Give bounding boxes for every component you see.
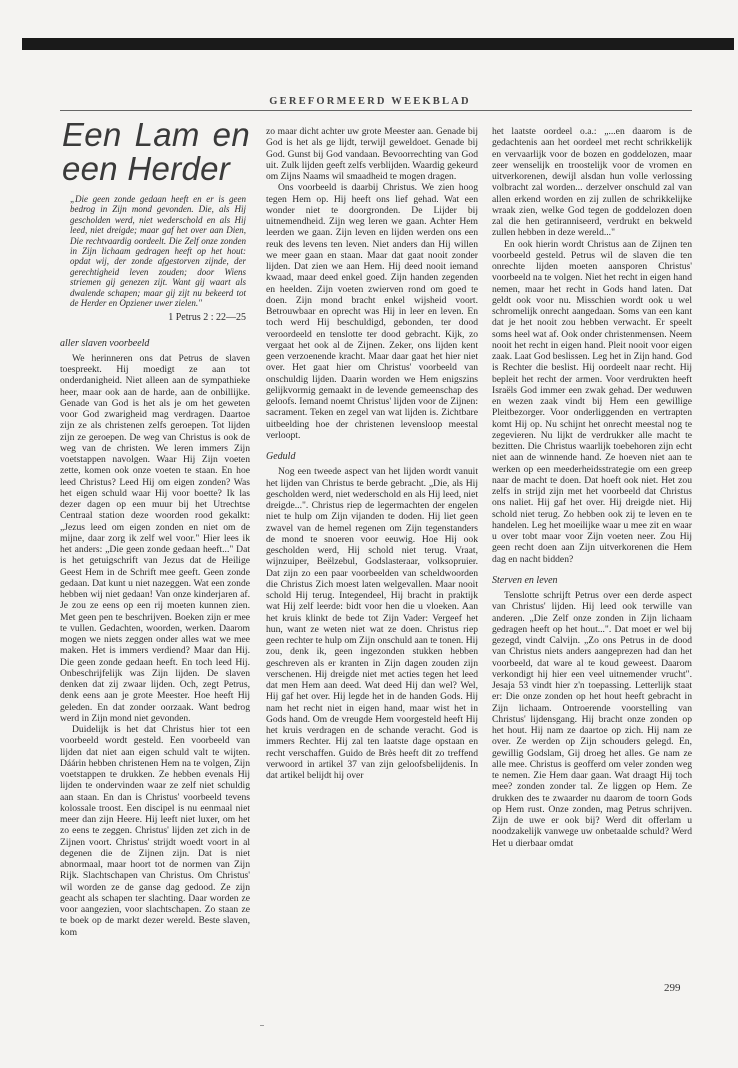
section-heading: aller slaven voorbeeld [60,337,150,349]
magazine-name: GEREFORMEERD WEEKBLAD [269,96,471,107]
section-heading: Geduld [266,451,296,462]
paragraph: We herinneren ons dat Petrus de slaven toespreekt. Hij moedigt ze aan tot onderdanigheid. Niet alleen aan de sympathieke heer, maar ook aan de harde, aan de onbillijke. Genade van God is het als je om het geweten voor God zwarigheid mag verdragen. Daartoe zijn ze als christenen zelfs geroepen. Tot lijden zijn ze geroepen. De weg van Christus is ook de weg van de christen. We leren immers Zijn voetstappen navolgen. Waar Hij Zijn voeten zette, komen ook onze voeten te staan. En hoe leed Christus? Leed Hij om eigen zonden? Was het eigen schuld waar Hij voor boette? Ik las dezer dagen op een muur bij het Utrechtse Centraal station deze woorden rood gekalkt: „Jezus leed om eigen zonden en niet om de mijne, daar zorg ik zelf wel voor." Hier lees ik het anders: „Die geen zonde gedaan heeft..." Dat is het getuigschrift van Jezus dat de Heilige Geest Hem in de Schrift mee geeft. Geen zonde gedaan. Dat kunt u niet nazeggen. Wat een zonde hebben wij niet gedaan! Van onze kinderjaren af. Je zou ze eens op een rij moeten kunnen zien. Met geen pen te beschrijven. Boeken zijn er mee te vullen. Gedachten, woorden, werken. Daarom mogen we niets zeggen onder alles wat we mee maken. Het is immers verdiend? Maar dan Hij. Die geen zonde gedaan heeft. En toch leed Hij. Onbeschrijfelijk was Zijn lijden. De slaven denken dat zij zwaar lijden. Och, zegt Petrus, denk eens aan je grote Meester. Hoe heeft Hij geleden. En dat zonder oorzaak. Want bedrog werd in Zijn mond niet gevonden. [60,352,250,724]
section-heading: Sterven en leven [492,574,558,586]
epigraph: „Die geen zonde gedaan heeft en er is geen bedrog in Zijn mond gevonden. Die, als Hij gescholden werd, niet wederschold en als Hij leed, niet dreigde; maar gaf het over aan Dien, Die rechtvaardig oordeelt. Die Zelf onze zonden in Zijn lichaam gedragen heeft op het hout: opdat wij, der zonde afgestorven zijnde, der gerechtigheid leven zouden; door Wiens striemen gij genezen zijt. Want gij waart als dwalende schapen; maar gij zijt nu bekeerd tot de Herder en Opziener uwer zielen." [70,194,246,309]
paragraph: En ook hierin wordt Christus aan de Zijnen ten voorbeeld gesteld. Petrus wil de slaven die ten onrechte lijden moeten aansporen Christus' voorbeeld na te volgen. Niet het recht in eigen hand nemen, maar het recht in Gods hand laten. Dat geldt ook voor nu. Misschien wordt ook u wel schromelijk onrecht aangedaan. Soms van een kant dat je het nooit zou hebben verwacht. Er speelt soms heel wat af. Ook onder christenmensen. Neem nooit het recht in eigen hand. Pleit nooit voor eigen zaak. Laat God beslissen. Leg het in Zijn hand. God is Rechter die beslist. Hij oordeelt naar recht. Hij bepleit het recht der armen. Voor verdrukten heeft Israëls God immer een zwak gehad. Der weduwen en wezen zaak vindt bij Hem een gewillige Pleitbezorger. Voor onderliggenden en vertrapten komt Hij op. Nu schijnt het onrecht meestal nog te zegevieren. Nu lijkt de verdrukker alle macht te bezitten. Die Christus waarlijk toebehoren zijn echt niet aan de winnende hand. Ze hoeven niet aan te werken op een meederheidsstrategie om een greep naar de macht te doen. Dat hoeft ook niet. Het zou zelfs in strijd zijn met het voorbeeld dat Christus ons naliet. Hij gaf het over. Hij dreigde niet. Hij schold niet terug. Zo hebben ook zij te leven en te handelen. Leg het moeilijke waar u mee zit en waar u over tobt maar voor Zijn voeten neer. Zou Hij geen recht doen aan Zijn uitverkorenen die Hem dag en nacht bidden? [492,238,692,565]
top-border-mark [690,40,730,48]
paragraph: Duidelijk is het dat Christus hier tot een voorbeeld wordt gesteld. Een voorbeeld van lijden dat niet aan eigen schuld valt te wijten. Dáárin hebben christenen Hem na te volgen, Zijn voetstappen te drukken. Ze hebben evenals Hij lijden te ondervinden waar ze zelf niet schuldig aan staan. En dan is Christus' voorbeeld tevens kolossale troost. Een discipel is nu eenmaal niet meer dan zijn Heere. Hij leeft niet luxer, om het zo eens te zeggen. Christus' lijden zet zich in de Zijnen voort. Christus' strijdt woedt voort in al degenen die de Zijnen zijn. Dat is niet abnormaal, maar hoort tot de normen van Zijn Rijk. Slachtschapen van Christus. Om Christus' wil worden ze de ganse dag gedood. Ze zijn geacht als schapen ter slachting. Daar worden ze voor aangezien, voor slachtschapen. Zo staan ze te boek op de markt dezer wereld. Beste slaven, kom [60,724,250,938]
paragraph: het laatste oordeel o.a.: „...en daarom is de gedachtenis aan het oordeel met recht schrikkelijk en vervaarlijk voor de bozen en goddelozen, maar zeer wenselijk en troostelijk voor de vromen en uitverkorenen, dewijl alsdan hun volle verlossing volbracht zal worden... derzelver onschuld zal van allen erkend worden en zij zullen de schrikkelijke wraak zien, welke God tegen de goddelozen doen zal die hen getiranniseerd, verdrukt en bekweld zullen hebben in deze wereld..." [492,126,692,239]
article-column-2 [266,126,478,1026]
article-title: Een Lam en een Herder [62,118,250,187]
header-rule [60,110,692,111]
paragraph: Tenslotte schrijft Petrus over een derde aspect van Christus' lijden. Hij leed ook terwille van anderen. „Die Zelf onze zonden in Zijn lichaam gedragen heeft op het hout...". Dat moet er wel bij gezegd, vindt Calvijn. „Zo ons Petrus in de dood van Christus niets anders aangeprezen had dan het voorbeeld, dat ware al te koud geweest. Daarom verkondigt hij hier een veel uitnemender vrucht". Jesaja 53 vindt hier z'n toepassing. Letterlijk staat er: Die onze zonden op het hout heeft gebracht in Zijn lichaam. Ontroerende voorstelling van Christus' lijdensgang. Hij bracht onze zonden op het hout. Hij nam ze daartoe op zich. Hij nam ze over. Ze werden op Zijn schouders gelegd. En, gewillig Godslam, Gij droeg het alles. Ge nam ze alle mee. Christus is geofferd om veler zonden weg te nemen. Zie Hem daar gaan. Wat draagt Hij toch mee? zonden zonder tal. Ze liggen op Hem. Ze drukken des te zwaarder nu daarom de toorn Gods op Hem rust. Onze zonden, mag Petrus schrijven. Zijn de uwe er ook bij? Werd dit offerlam u noodzakelijk vanwege uw onbetaalde schuld? Werd Het u dierbaar omdat [492,590,692,849]
paragraph: Ons voorbeeld is daarbij Christus. We zien hoog tegen Hem op. Hij heeft ons lief gehad. Wat een wonder niet te doorgronden. De Lijder bij uitnemendheid. Zijn weg leren we gaan. Achter Hem leerden we gaan. Zijn leven en lijden werden ons een reuk des levens ten leven. Niet anders dan Hij willen we meer gaan en staan. Maar dat gaat nooit zonder lijden. Dat zien we aan Hem. Hij deed nooit iemand kwaad, maar deed enkel goed. Zijn handen zegenden en heelden. Zijn voeten zwierven rond om goed te doen. Zijn mond bracht enkel wijsheid voort. Betrouwbaar en oprecht was Hij in leer en leven. En toch werd Hij beschuldigd, gebonden, ter dood veroordeeld en tenslotte ter dood gebracht. Kijk, zo vergaat het ook al de Zijnen. Zeker, ons lijden kent geen verzoenende kracht. Maar daar gaat het hier niet over. Het gaat hier om Christus' voorbeeld van onschuldig lijden. Daarin worden we Hem enigszins gelijkvormig gemaakt in de levende gemeenschap des geloofs. Iemand noemt Christus' lijden voor de Zijnen: sacrament. Teken en zegel van wat lijden is. Zichtbare uitbeelding hoe der christenen levensloop meestal verloopt. [266,182,478,441]
paragraph: Nog een tweede aspect van het lijden wordt vanuit het lijden van Christus te berde gebracht. „Die, als Hij gescholden werd, niet wederschold en als Hij leed, niet dreigde...". Christus riep de legermachten der engelen niet te hulp om Zijn vijanden te doden. Hij liet geen zwavel van de hemel regenen om Zijn tegenstanders de mond te snoeren voor eeuwig. Hoe Hij ook gescholden werd, Hij schold niet terug. Vraat, wijnzuiper, Beëlzebul, Godslasteraar, volksopruier. Dat zijn zo een paar voorbeelden van scheldwoorden die Christus Zich moest laten welgevallen. Maar nooit schold Hij terug. Integendeel, Hij bracht in praktijk wat Hij zelf leerde: bidt voor hen die u vloeken. Aan het kruis klinkt de bede tot Zijn Vader: Vergeef het hun, want ze weten niet wat ze doen. Christus riep geen rechter te hulp om Zijn onschuld aan te tonen. Hij zou, denk ik, geen ingezonden stukken hebben geschreven als er kranten in Zijn dagen zouden zijn verschenen. Hij dreigde niet met acties tegen het leed dat men Hem aan deed. Wat deed Hij dan wel? Wel, Hij gaf het over. Hij legde het in de handen Gods. Hij nam het recht niet in eigen hand, maar wist het in Gods hand. Om de vreugde Hem voorgesteld heeft Hij het kruis verdragen en de schande veracht. God is immers Rechter. Hij zal ten laatste dage opstaan en recht verschaffen. Guido de Brès heeft dit zo treffend verwoord in artikel 37 van zijn geloofsbelijdenis. In dat artikel belijdt hij over [266,466,478,781]
page-number: 299 [664,982,681,994]
paragraph: zo maar dicht achter uw grote Meester aan. Genade bij God is het als ge lijdt, terwijl geweldoet. Genade bij God. Gunst bij God vandaan. Bevoorrechting van God uit. Zulk lijden geeft zelfs verblijden. Waardig gekeurd om Zijns Naams wil smaadheid te mogen dragen. [266,126,478,182]
article-column-3 [492,126,692,1026]
epigraph-reference: 1 Petrus 2 : 22—25 [168,312,246,324]
scan-speck [260,1025,264,1026]
top-border-bar [22,38,734,50]
article-column-1 [60,118,250,1018]
